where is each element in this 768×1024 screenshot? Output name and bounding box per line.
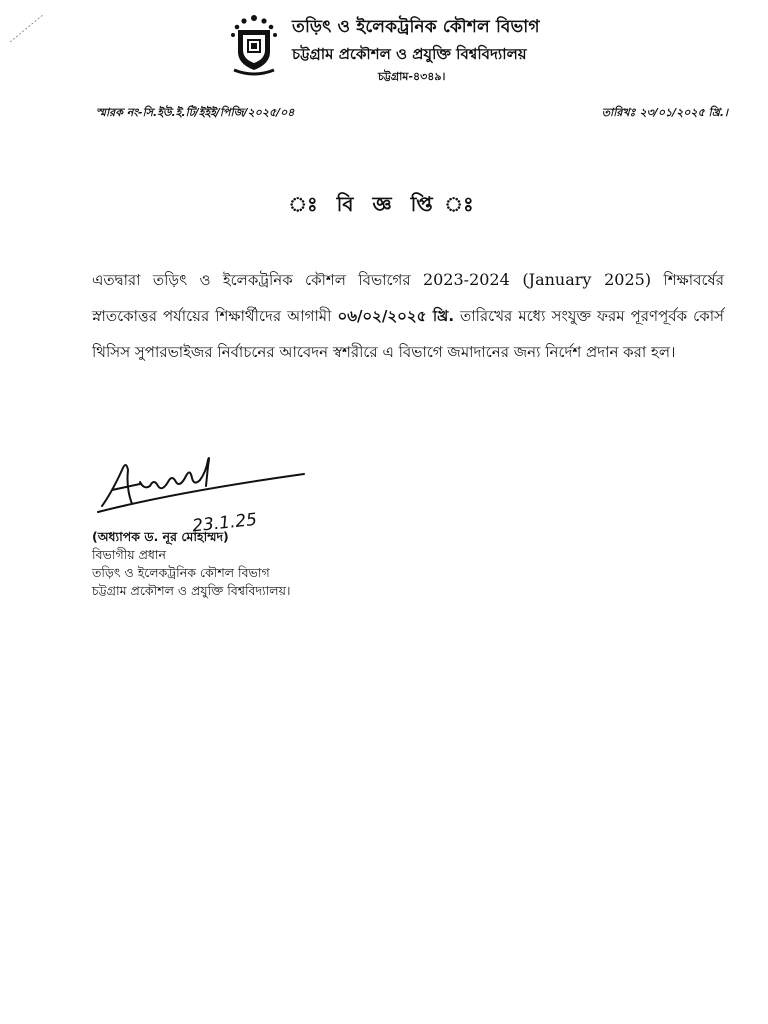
body-part-2: শিক্ষাবর্ষের স্নাতকোত্তর পর্যায়ের শিক্ষার্থীদের আগামী	[92, 271, 724, 325]
body-part-3: তারিখের মধ্যে সংযুক্ত ফরম পূরণপূর্বক কোর্স থিসিস সুপারভাইজর নির্বাচনের আবেদন স্বশরীরে এ বিভাগে জমাদানের জন্য নির্দেশ প্রদান করা হল।	[92, 307, 724, 361]
academic-year: 2023-2024 (January 2025)	[422, 270, 652, 289]
body-part-1: এতদ্বারা তড়িৎ ও ইলেকট্রনিক কৌশল বিভাগের	[92, 271, 411, 289]
date-line	[602, 104, 728, 123]
handwritten-signature	[96, 452, 316, 538]
reference-row	[96, 104, 728, 123]
date-label: তারিখঃ	[601, 106, 636, 119]
university-logo	[228, 10, 280, 76]
memo-number: স্মারক নং-সি.ইউ.ই.টি/ইইই/পিজি/২০২৫/০৪	[96, 106, 295, 119]
signatory-university: চট্টগ্রাম প্রকৌশল ও প্রযুক্তি বিশ্ববিদ্যালয়।	[92, 583, 291, 598]
signatory-department: তড়িৎ ও ইলেকট্রনিক কৌশল বিভাগ	[92, 565, 270, 580]
notice-title: ঃ বি জ্ঞ প্তি ঃ	[288, 192, 480, 216]
notice-body	[92, 262, 724, 370]
signatory-designation: বিভাগীয় প্রধান	[92, 547, 166, 562]
deadline-date: ০৬/০২/২০২৫ খ্রি.	[337, 307, 455, 325]
scan-artifact	[8, 10, 48, 44]
signature-date: 23.1.25	[191, 509, 258, 537]
department-header: তড়িৎ ও ইলেকট্রনিক কৌশল বিভাগ	[292, 17, 540, 37]
city-header: চট্টগ্রাম-৪৩৪৯।	[378, 70, 446, 83]
signatory-name: (অধ্যাপক ড. নূর মোহাম্মদ)	[92, 529, 229, 544]
date-value: ২৩/০১/২০২৫ খ্রি.।	[639, 106, 728, 119]
signatory-block	[92, 528, 290, 600]
university-header: চট্টগ্রাম প্রকৌশল ও প্রযুক্তি বিশ্ববিদ্যালয়	[292, 45, 527, 63]
